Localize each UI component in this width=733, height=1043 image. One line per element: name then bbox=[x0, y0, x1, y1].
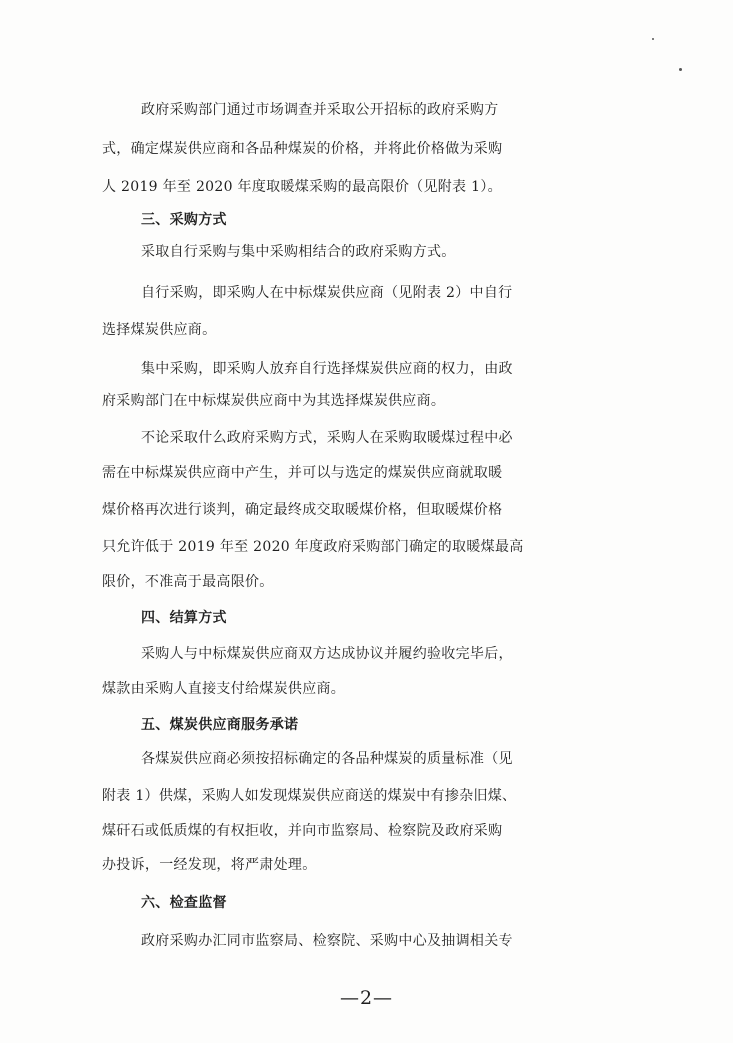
paragraph-line: 煤矸石或低质煤的有权拒收，并向市监察局、检察院及政府采购 bbox=[102, 823, 503, 839]
paragraph-line: 只允许低于 2019 年至 2020 年度政府采购部门确定的取暖煤最高 bbox=[102, 539, 524, 555]
paragraph-line: 各煤炭供应商必须按招标确定的各品种煤炭的质量标准（见 bbox=[141, 751, 513, 767]
paragraph-line: 采取自行采购与集中采购相结合的政府采购方式。 bbox=[141, 244, 456, 260]
paragraph-line: 煤款由采购人直接支付给煤炭供应商。 bbox=[102, 681, 346, 697]
scan-speck bbox=[679, 68, 682, 71]
section-heading: 四、结算方式 bbox=[141, 610, 227, 626]
paragraph-line: 人 2019 年至 2020 年度取暖煤采购的最高限价（见附表 1）。 bbox=[102, 179, 502, 195]
paragraph-line: 自行采购，即采购人在中标煤炭供应商（见附表 2）中自行 bbox=[141, 285, 513, 301]
paragraph-line: 办投诉，一经发现，将严肃处理。 bbox=[102, 857, 317, 873]
section-heading: 三、采购方式 bbox=[141, 212, 227, 228]
section-heading: 五、煤炭供应商服务承诺 bbox=[141, 717, 299, 733]
paragraph-line: 政府采购办汇同市监察局、检察院、采购中心及抽调相关专 bbox=[141, 933, 513, 949]
paragraph-line: 煤价格再次进行谈判，确定最终成交取暖煤价格，但取暖煤价格 bbox=[102, 502, 503, 518]
paragraph-line: 限价，不准高于最高限价。 bbox=[102, 574, 274, 590]
paragraph-line: 采购人与中标煤炭供应商双方达成协议并履约验收完毕后， bbox=[141, 646, 513, 662]
scan-speck bbox=[652, 38, 654, 40]
paragraph-line: 府采购部门在中标煤炭供应商中为其选择煤炭供应商。 bbox=[102, 393, 446, 409]
paragraph-line: 集中采购，即采购人放弃自行选择煤炭供应商的权力，由政 bbox=[141, 361, 513, 377]
paragraph-line: 式，确定煤炭供应商和各品种煤炭的价格，并将此价格做为采购 bbox=[102, 141, 503, 157]
paragraph-line: 需在中标煤炭供应商中产生，并可以与选定的煤炭供应商就取暖 bbox=[102, 465, 503, 481]
paragraph-line: 选择煤炭供应商。 bbox=[102, 322, 217, 338]
page-number: —2— bbox=[339, 987, 394, 1009]
paragraph-line: 政府采购部门通过市场调查并采取公开招标的政府采购方 bbox=[141, 102, 499, 118]
section-heading: 六、检查监督 bbox=[141, 895, 227, 911]
paragraph-line: 不论采取什么政府采购方式，采购人在采购取暖煤过程中必 bbox=[141, 430, 513, 446]
paragraph-line: 附表 1）供煤，采购人如发现煤炭供应商送的煤炭中有掺杂旧煤、 bbox=[102, 788, 517, 804]
